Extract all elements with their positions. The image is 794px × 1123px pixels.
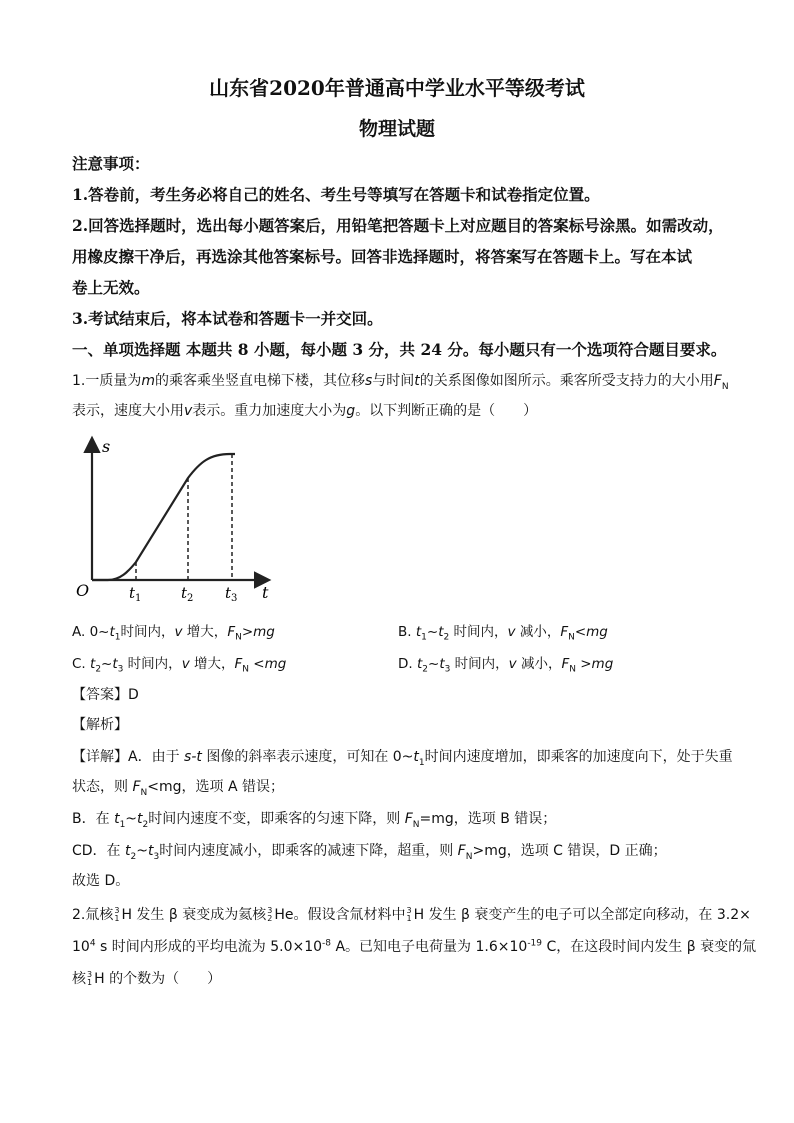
- text: CD．在: [72, 843, 126, 859]
- text: 时间内速度不变，即乘客的匀速下降，则: [148, 811, 405, 827]
- text: 增大，: [189, 656, 235, 672]
- var-t: t: [416, 656, 423, 672]
- var-F: F: [234, 656, 243, 672]
- sub: N: [568, 632, 575, 643]
- text: H 发生 β 衰变成为氦核: [121, 907, 267, 923]
- sub: 1: [418, 757, 425, 768]
- text: H 的个数为（ ）: [94, 971, 222, 987]
- exponent: -19: [527, 938, 543, 949]
- charge-number: 1: [406, 914, 412, 923]
- var-v: v: [508, 656, 517, 672]
- var-F: F: [713, 373, 722, 389]
- tick-t1: [129, 584, 141, 602]
- text: 时间内，: [450, 656, 509, 672]
- answer: 【答案】D: [72, 687, 139, 703]
- text: C.: [72, 656, 91, 672]
- text: 时间内，: [449, 624, 508, 640]
- text: 状态，则: [72, 779, 133, 795]
- tritium-nuclide: [407, 907, 413, 923]
- text: B.: [398, 624, 416, 640]
- tick-sub: 1: [135, 593, 142, 602]
- text: 2.氚核: [72, 907, 114, 923]
- sub: 2: [130, 851, 137, 862]
- sub: 3: [153, 851, 160, 862]
- charge-number: 1: [87, 978, 93, 987]
- sub: N: [569, 664, 576, 675]
- x-axis-label: t: [262, 583, 269, 602]
- tick-t: t: [129, 584, 136, 602]
- tick-t2: [181, 584, 193, 602]
- sub: 2: [422, 664, 429, 675]
- analysis-label: 【解析】: [72, 717, 128, 733]
- text: B．在: [72, 811, 115, 827]
- var-t: t: [109, 624, 115, 640]
- charge-number: 1: [114, 914, 120, 923]
- var-F: F: [404, 811, 413, 827]
- tritium-nuclide: [114, 907, 120, 923]
- text: ~: [136, 843, 148, 859]
- tick-t3: [225, 584, 237, 602]
- text: 。以下判断正确的是（ ）: [355, 403, 538, 419]
- text: 的关系图像如图所示。乘客所受支持力的大小用: [419, 373, 714, 389]
- text: <mg: [248, 656, 287, 672]
- text: A。已知电子电荷量为 1.6×10: [331, 939, 528, 955]
- y-axis-label: s: [102, 437, 111, 456]
- option-d: [398, 652, 613, 675]
- text: ~: [428, 656, 440, 672]
- text: ~: [125, 811, 138, 827]
- var-F: F: [560, 624, 569, 640]
- text: 表示，速度大小用: [72, 403, 184, 419]
- var-t: t: [414, 373, 420, 389]
- s-t-curve: [92, 454, 235, 580]
- var-F: F: [132, 779, 141, 795]
- q2-line-2: [72, 936, 756, 956]
- text: ~: [426, 624, 439, 640]
- text: 表示。重力加速度大小为: [192, 403, 347, 419]
- notes-item-3: 3.考试结束后，将本试卷和答题卡一并交回。: [72, 309, 383, 328]
- var-t: t: [147, 843, 154, 859]
- option-c: [72, 652, 286, 675]
- s-t-graph: [72, 432, 282, 602]
- text: H 发生 β 衰变产生的电子可以全部定向移动，在 3.2×: [413, 907, 751, 923]
- sub: N: [235, 632, 242, 643]
- exponent: 4: [89, 938, 96, 949]
- tick-sub: 3: [231, 593, 238, 602]
- detail-line-1: [72, 746, 733, 768]
- sub: 3: [117, 664, 124, 675]
- var-v: v: [507, 624, 516, 640]
- charge-number: 2: [267, 914, 273, 923]
- sub: 1: [421, 632, 427, 643]
- notes-item-2-line-3: 卷上无效。: [72, 278, 150, 297]
- notes-heading: 注意事项：: [72, 154, 150, 173]
- helium-nuclide: [267, 907, 273, 923]
- text: 图像的斜率表示速度，可知在 0~: [201, 749, 414, 765]
- option-b: [398, 620, 608, 643]
- text: >mg: [575, 656, 614, 672]
- text: 减小，: [515, 624, 561, 640]
- notes-item-2-line-2: 用橡皮擦干净后，再选涂其他答案标号。回答非选择题时，将答案写在答题卡上。写在本试: [72, 247, 693, 266]
- sub: 3: [444, 664, 451, 675]
- sub: N: [242, 664, 249, 675]
- text: 时间内速度减小，即乘客的减速下降，超重，则: [159, 843, 458, 859]
- var-v: v: [184, 403, 193, 419]
- var-st: s-t: [184, 749, 202, 765]
- var-t: t: [415, 624, 422, 640]
- text: >mg，选项 C 错误，D 正确；: [472, 843, 667, 859]
- q1-stem-line-1: [72, 370, 729, 392]
- text: A. 0~: [72, 624, 110, 640]
- sub: 1: [114, 632, 121, 643]
- text: 减小，: [516, 656, 562, 672]
- var-t: t: [137, 811, 143, 827]
- tick-t: t: [225, 584, 232, 602]
- text: 与时间: [372, 373, 415, 389]
- q2-line-1: [72, 904, 751, 924]
- var-F: F: [561, 656, 570, 672]
- section-heading: 一、单项选择题 本题共 8 小题，每小题 3 分，共 24 分。每小题只有一个选项符合题目要求。: [72, 340, 727, 359]
- tick-t: t: [181, 584, 188, 602]
- mass-number: 3: [114, 906, 120, 915]
- notes-item-2-line-1: 2.回答选择题时，选出每小题答案后，用铅笔把答题卡上对应题目的答案标号涂黑。如需改动，: [72, 216, 724, 235]
- sub-N: N: [721, 381, 729, 392]
- text: He。假设含氚材料中: [274, 907, 406, 923]
- var-t: t: [125, 843, 131, 859]
- tritium-nuclide: [87, 971, 93, 987]
- var-m: m: [141, 373, 155, 389]
- sub: 2: [443, 632, 450, 643]
- var-v: v: [181, 656, 190, 672]
- text: 增大，: [182, 624, 228, 640]
- text: 核: [72, 971, 86, 987]
- sub: 1: [119, 819, 126, 830]
- text: 的乘客乘坐竖直电梯下楼，其位移: [155, 373, 365, 389]
- mass-number: 3: [267, 906, 273, 915]
- sub: 2: [95, 664, 102, 675]
- var-s: s: [365, 373, 373, 389]
- text: 1.一质量为: [72, 373, 142, 389]
- detail-line-5: 故选 D。: [72, 873, 130, 889]
- var-g: g: [346, 403, 356, 419]
- option-a: [72, 620, 275, 643]
- text: <mg，选项 A 错误；: [147, 779, 284, 795]
- sub: N: [465, 851, 473, 862]
- page-subtitle: 物理试题: [358, 118, 435, 140]
- text: <mg: [574, 624, 608, 640]
- notes-item-1: 1.答卷前，考生务必将自己的姓名、考生号等填写在答题卡和试卷指定位置。: [72, 185, 600, 204]
- q1-stem-line-2: [72, 400, 537, 420]
- var-t: t: [114, 811, 120, 827]
- text: >mg: [241, 624, 275, 640]
- exponent: -8: [322, 938, 332, 949]
- detail-line-4: [72, 840, 667, 862]
- text: 时间内，: [123, 656, 182, 672]
- var-F: F: [227, 624, 236, 640]
- mass-number: 3: [87, 970, 93, 979]
- text: 时间内速度增加，即乘客的加速度向下，处于失重: [424, 749, 733, 765]
- var-t: t: [112, 656, 118, 672]
- var-t: t: [90, 656, 96, 672]
- text: =mg，选项 B 错误；: [419, 811, 557, 827]
- q2-line-3: [72, 968, 221, 988]
- detail-line-2: [72, 776, 284, 798]
- text: C，在这段时间内发生 β 衰变的氚: [542, 939, 757, 955]
- origin-label: O: [76, 581, 90, 600]
- var-t: t: [439, 656, 445, 672]
- var-v: v: [174, 624, 183, 640]
- text: 【详解】A．由于: [72, 749, 185, 765]
- sub: N: [140, 787, 148, 798]
- text: 10: [72, 939, 90, 955]
- detail-line-3: [72, 808, 556, 830]
- sub: 2: [142, 819, 149, 830]
- sub: N: [412, 819, 420, 830]
- mass-number: 3: [406, 906, 412, 915]
- text: ~: [101, 656, 113, 672]
- text: D.: [398, 656, 417, 672]
- text: 时间内，: [120, 624, 175, 640]
- var-t: t: [413, 749, 419, 765]
- var-F: F: [457, 843, 466, 859]
- text: s 时间内形成的平均电流为 5.0×10: [95, 939, 323, 955]
- page-title: 山东省2020年普通高中学业水平等级考试: [209, 76, 585, 100]
- var-t: t: [438, 624, 444, 640]
- tick-sub: 2: [187, 593, 194, 602]
